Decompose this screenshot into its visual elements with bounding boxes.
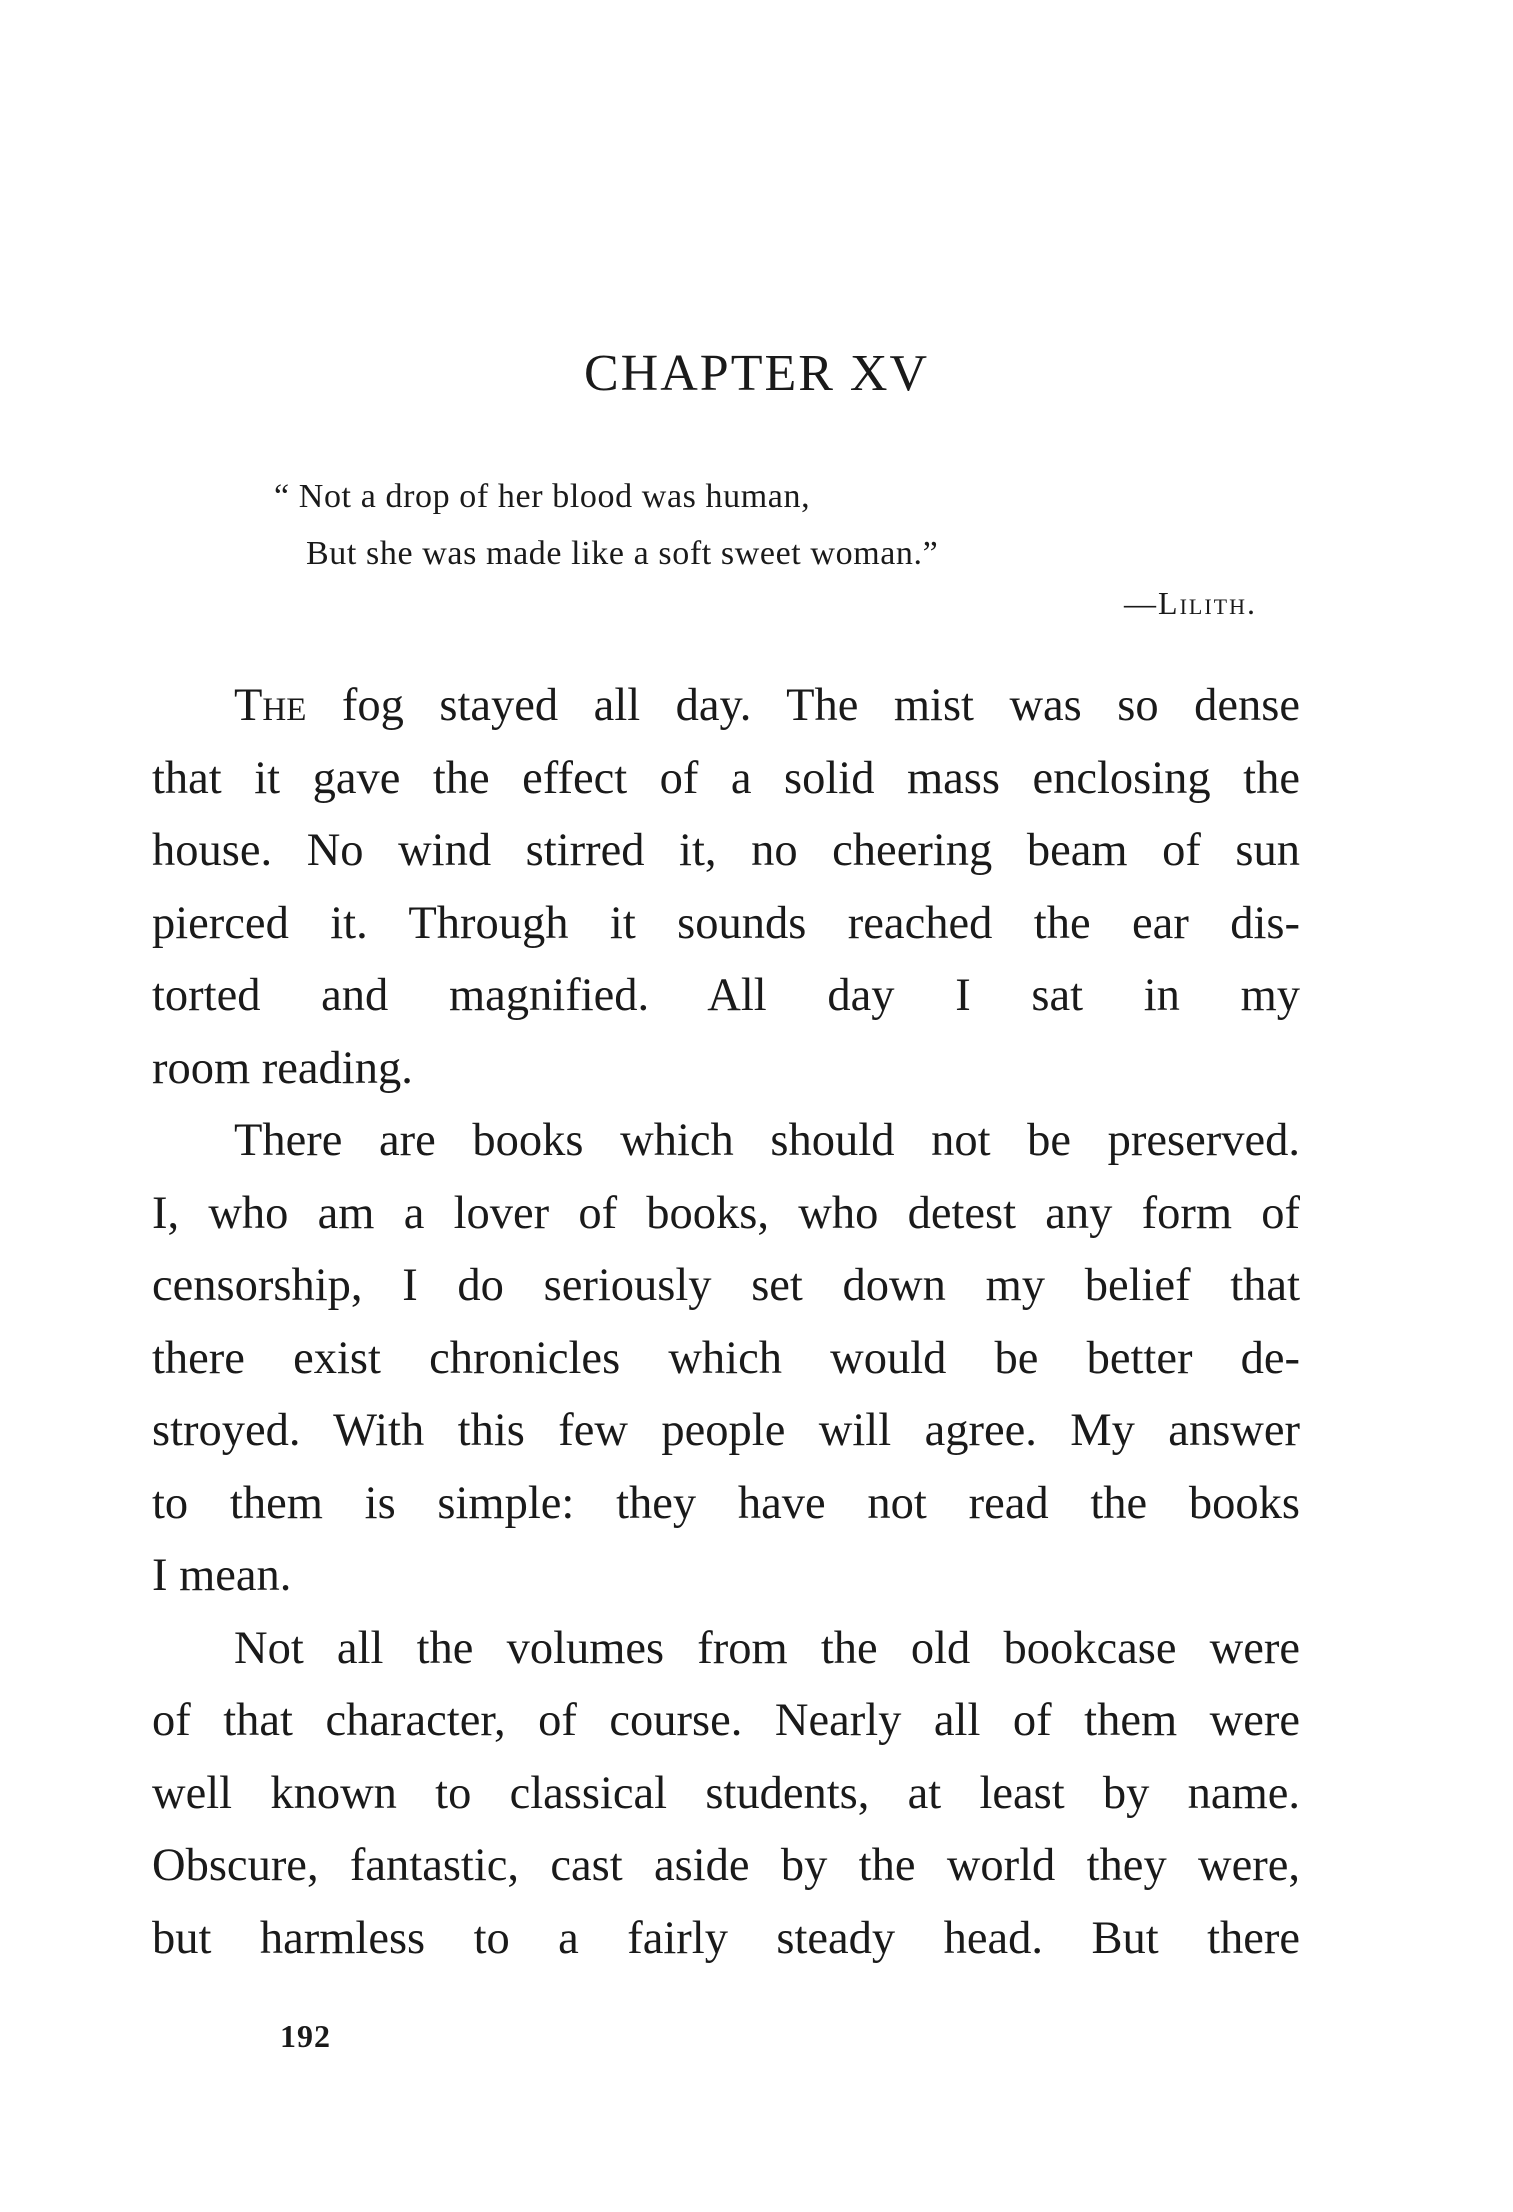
text-line: house. No wind stirred it, no cheering beam of sun xyxy=(152,825,1300,876)
epigraph-attribution: —Lilith. xyxy=(1124,585,1257,621)
text-line: I, who am a lover of books, who detest any form of xyxy=(152,1187,1300,1239)
body-text xyxy=(152,670,1300,1975)
text-line: torted and magnified. All day I sat in my xyxy=(152,970,1300,1021)
text-line: there exist chronicles which would be better de- xyxy=(152,1332,1300,1384)
chapter-heading: CHAPTER XV xyxy=(583,345,930,402)
paragraph xyxy=(152,1105,1300,1613)
text-line: censorship, I do seriously set down my belief that xyxy=(152,1260,1300,1311)
text-line: room reading. xyxy=(152,1042,413,1094)
text-line: but harmless to a fairly steady head. But there xyxy=(152,1912,1300,1964)
text-line: to them is simple: they have not read the books xyxy=(152,1477,1300,1529)
text-line: pierced it. Through it sounds reached the ear dis- xyxy=(152,897,1300,949)
paragraph xyxy=(152,1613,1300,1976)
page-number: 192 xyxy=(280,2018,331,2054)
drop-lead-word: The xyxy=(234,680,307,731)
epigraph-line-1: “ Not a drop of her blood was human, xyxy=(274,478,811,515)
epigraph-line-2: But she was made like a soft sweet woman.” xyxy=(306,535,939,572)
epigraph xyxy=(274,468,1274,582)
text-line: well known to classical students, at least by name. xyxy=(152,1767,1300,1819)
paragraph xyxy=(152,670,1300,1105)
text-line: that it gave the effect of a solid mass enclosing the xyxy=(152,752,1300,804)
text-line: of that character, of course. Nearly all of them were xyxy=(152,1695,1300,1746)
text-line: The fog stayed all day. The mist was so dense xyxy=(234,680,1300,731)
text-line: There are books which should not be preserved. xyxy=(234,1115,1300,1166)
text-line: stroyed. With this few people will agree. My answer xyxy=(152,1405,1300,1456)
text-line: Not all the volumes from the old bookcase were xyxy=(234,1622,1300,1674)
text-line: Obscure, fantastic, cast aside by the world they were, xyxy=(152,1840,1300,1891)
text-line: I mean. xyxy=(152,1550,292,1601)
